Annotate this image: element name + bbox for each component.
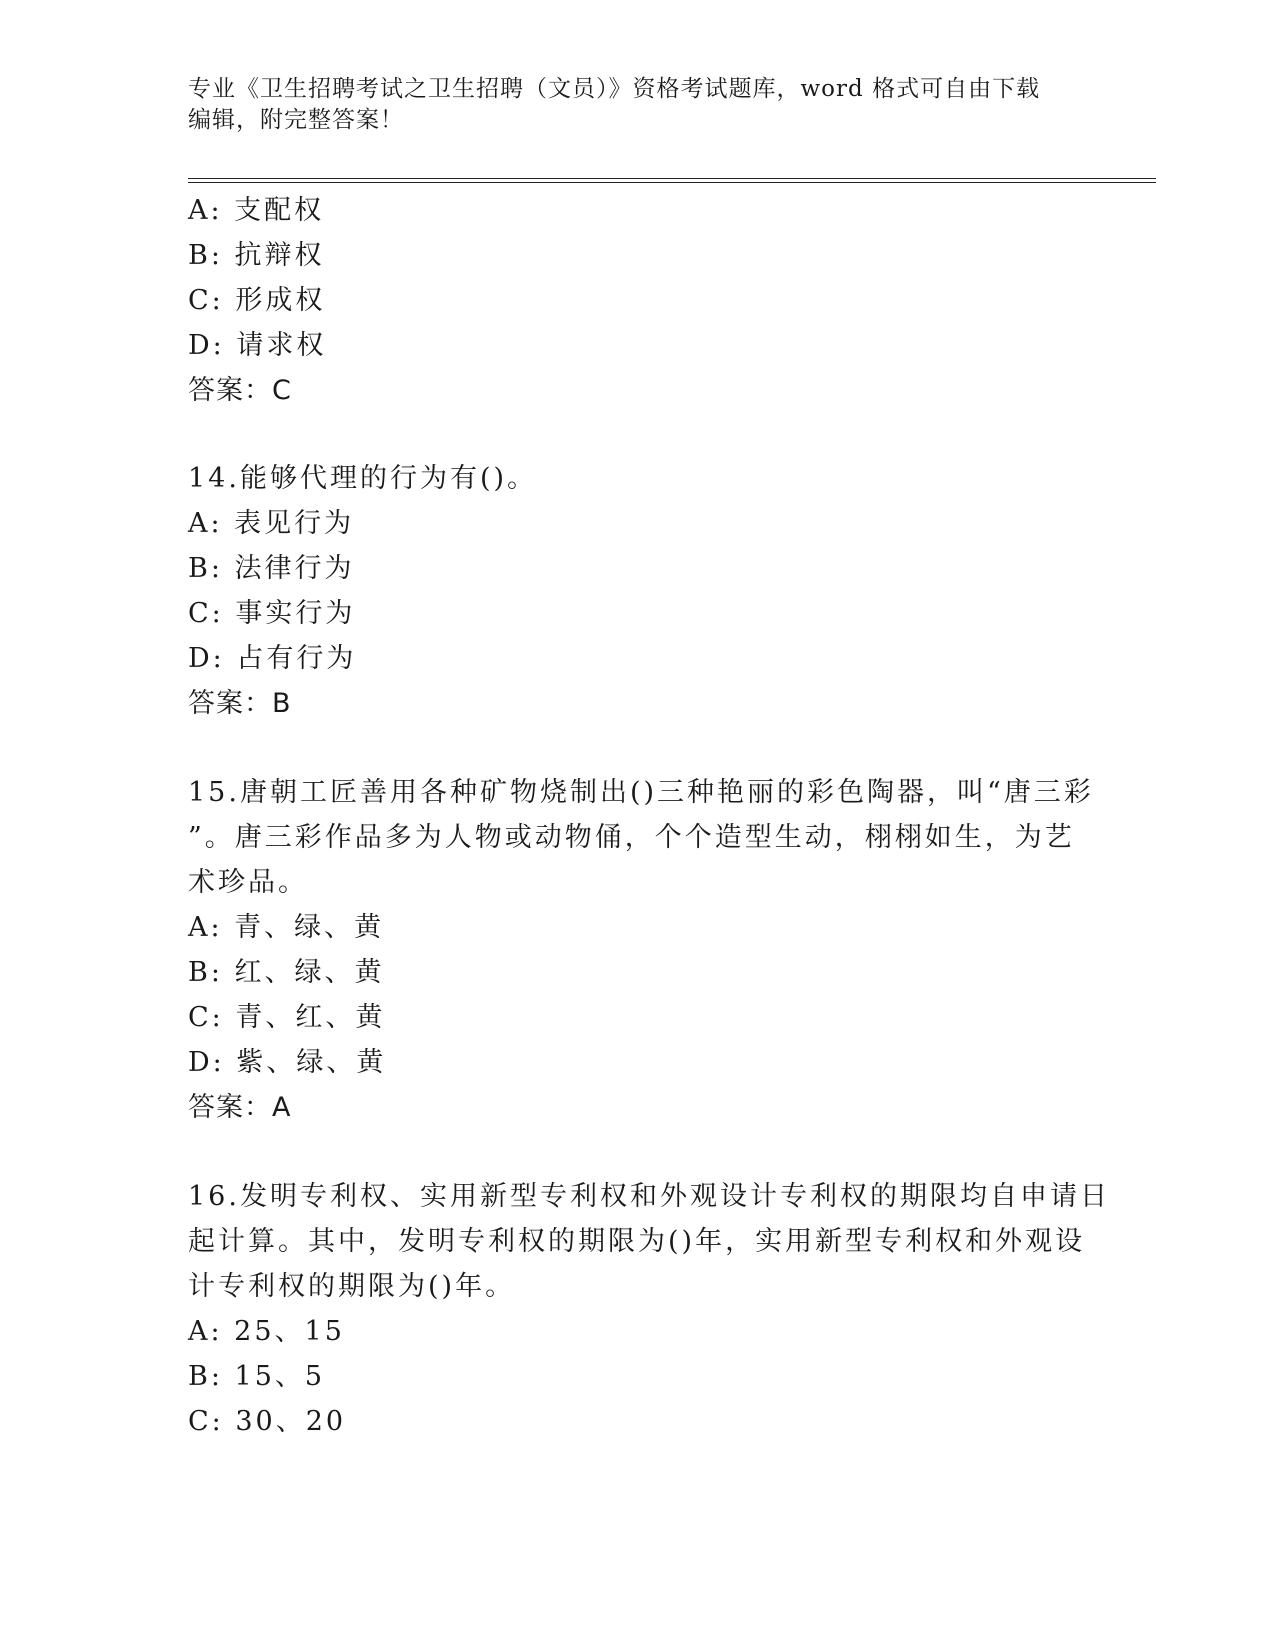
q15-answer: 答案：A	[188, 1092, 292, 1123]
header-line-1: 专业《卫生招聘考试之卫生招聘（文员）》资格考试题库，word 格式可自由下载	[188, 76, 1041, 102]
q14-option-a: A: 表见行为	[188, 508, 355, 539]
q13-option-a: A: 支配权	[188, 195, 325, 226]
q14-option-b: B: 法律行为	[188, 553, 355, 584]
q14-stem-line-1: 14.能够代理的行为有()。	[188, 463, 538, 494]
q15-stem-line-3: 术珍品。	[188, 867, 308, 898]
document-header	[188, 74, 1068, 136]
q14-option-d: D: 占有行为	[188, 643, 357, 674]
q15-option-b: B: 红、绿、黄	[188, 957, 385, 988]
q13-option-b: B: 抗辩权	[188, 240, 325, 271]
q15-option-c: C: 青、红、黄	[188, 1002, 386, 1033]
q14-option-c: C: 事实行为	[188, 598, 356, 629]
q16-option-b: B: 15、5	[188, 1361, 326, 1392]
q16-stem-line-3: 计专利权的期限为()年。	[188, 1271, 516, 1302]
q15-option-d: D: 紫、绿、黄	[188, 1047, 387, 1078]
q13-option-d: D: 请求权	[188, 330, 327, 361]
q15-option-a: A: 青、绿、黄	[188, 912, 385, 943]
q16-option-c: C: 30、20	[188, 1406, 347, 1437]
header-line-2: 编辑，附完整答案！	[188, 107, 404, 133]
q15-stem-line-1: 15.唐朝工匠善用各种矿物烧制出()三种艳丽的彩色陶器，叫“唐三彩	[188, 777, 1094, 808]
q16-stem-line-1: 16.发明专利权、实用新型专利权和外观设计专利权的期限均自申请日	[188, 1181, 1110, 1212]
q15-stem-line-2: ”。唐三彩作品多为人物或动物俑，个个造型生动，栩栩如生，为艺	[188, 822, 1075, 853]
q14-answer: 答案：B	[188, 688, 292, 719]
header-divider-top	[188, 178, 1156, 179]
q13-option-c: C: 形成权	[188, 285, 326, 316]
q16-option-a: A: 25、15	[188, 1316, 345, 1347]
header-divider-bottom	[188, 182, 1156, 183]
q16-stem-line-2: 起计算。其中，发明专利权的期限为()年，实用新型专利权和外观设	[188, 1226, 1086, 1257]
q13-answer: 答案：C	[188, 375, 292, 406]
